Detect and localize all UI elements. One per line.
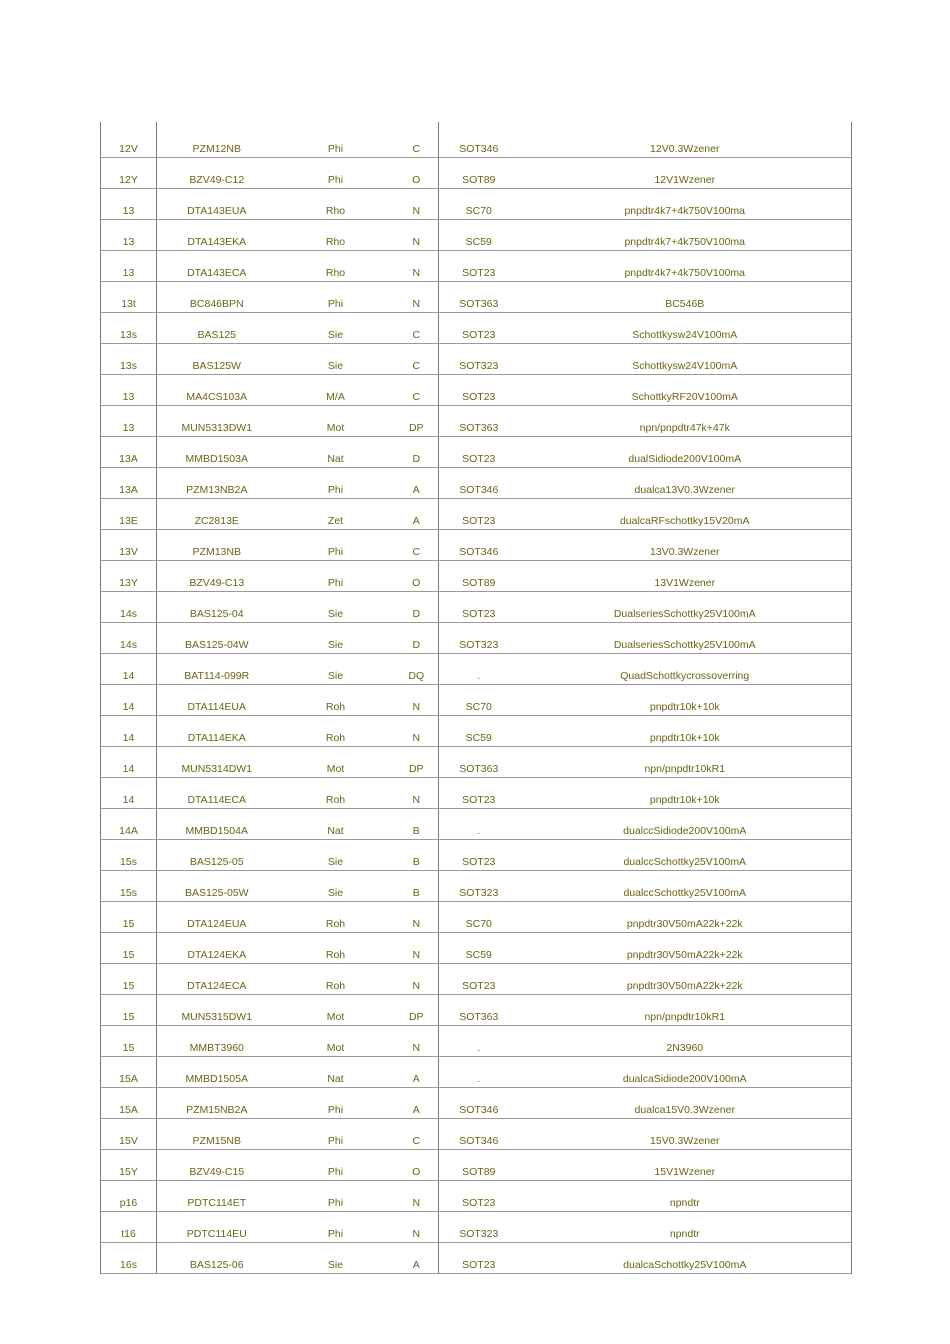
manufacturer-cell: Phi bbox=[277, 1181, 395, 1212]
part-number-cell: BAS125-06 bbox=[157, 1243, 277, 1274]
manufacturer-cell: Phi bbox=[277, 1088, 395, 1119]
part-number-cell: MMBD1503A bbox=[157, 437, 277, 468]
manufacturer-cell: Sie bbox=[277, 623, 395, 654]
marking-code-cell: 14 bbox=[101, 778, 157, 809]
table-row bbox=[101, 499, 852, 530]
part-number-cell: MUN5313DW1 bbox=[157, 406, 277, 437]
part-number-cell: PDTC114ET bbox=[157, 1181, 277, 1212]
pinout-cell: O bbox=[395, 158, 439, 189]
manufacturer-cell: Phi bbox=[277, 282, 395, 313]
table-row bbox=[101, 933, 852, 964]
description-cell: pnpdtr4k7+4k750V100ma bbox=[519, 220, 852, 251]
description-cell: 12V0.3Wzener bbox=[519, 122, 852, 158]
part-number-cell: MUN5315DW1 bbox=[157, 995, 277, 1026]
part-number-cell: BAS125 bbox=[157, 313, 277, 344]
pinout-cell: C bbox=[395, 122, 439, 158]
part-number-cell: MMBT3960 bbox=[157, 1026, 277, 1057]
pinout-cell: N bbox=[395, 685, 439, 716]
table-row bbox=[101, 716, 852, 747]
marking-code-cell: 14 bbox=[101, 685, 157, 716]
pinout-cell: A bbox=[395, 1057, 439, 1088]
marking-code-cell: 13Y bbox=[101, 561, 157, 592]
description-cell: dualca15V0.3Wzener bbox=[519, 1088, 852, 1119]
manufacturer-cell: Rho bbox=[277, 220, 395, 251]
description-cell: pnpdtr10k+10k bbox=[519, 716, 852, 747]
table-row bbox=[101, 1057, 852, 1088]
marking-code-cell: 14s bbox=[101, 623, 157, 654]
pinout-cell: C bbox=[395, 1119, 439, 1150]
manufacturer-cell: Zet bbox=[277, 499, 395, 530]
description-cell: DualseriesSchottky25V100mA bbox=[519, 623, 852, 654]
manufacturer-cell: Mot bbox=[277, 995, 395, 1026]
part-number-cell: DTA124EUA bbox=[157, 902, 277, 933]
part-number-cell: BC846BPN bbox=[157, 282, 277, 313]
pinout-cell: A bbox=[395, 468, 439, 499]
package-cell: SOT23 bbox=[439, 1181, 519, 1212]
marking-code-cell: 15s bbox=[101, 871, 157, 902]
table-row bbox=[101, 809, 852, 840]
manufacturer-cell: Mot bbox=[277, 406, 395, 437]
package-cell: SOT323 bbox=[439, 1212, 519, 1243]
marking-code-cell: 13V bbox=[101, 530, 157, 561]
pinout-cell: N bbox=[395, 220, 439, 251]
pinout-cell: O bbox=[395, 1150, 439, 1181]
table-row bbox=[101, 623, 852, 654]
pinout-cell: N bbox=[395, 189, 439, 220]
part-number-cell: DTA143EKA bbox=[157, 220, 277, 251]
description-cell: SchottkyRF20V100mA bbox=[519, 375, 852, 406]
table-row bbox=[101, 654, 852, 685]
manufacturer-cell: Sie bbox=[277, 313, 395, 344]
marking-code-cell: 13A bbox=[101, 468, 157, 499]
table-body bbox=[101, 122, 852, 1274]
table-row bbox=[101, 122, 852, 158]
table-row bbox=[101, 282, 852, 313]
table-row bbox=[101, 1181, 852, 1212]
package-cell: SOT23 bbox=[439, 592, 519, 623]
manufacturer-cell: Rho bbox=[277, 251, 395, 282]
description-cell: npn/pnpdtr10kR1 bbox=[519, 995, 852, 1026]
manufacturer-cell: Sie bbox=[277, 654, 395, 685]
description-cell: QuadSchottkycrossoverring bbox=[519, 654, 852, 685]
manufacturer-cell: Phi bbox=[277, 1150, 395, 1181]
marking-code-cell: 15V bbox=[101, 1119, 157, 1150]
pinout-cell: D bbox=[395, 623, 439, 654]
smd-code-table bbox=[100, 122, 852, 1274]
package-cell: SOT363 bbox=[439, 995, 519, 1026]
pinout-cell: N bbox=[395, 251, 439, 282]
table-row bbox=[101, 592, 852, 623]
package-cell: SOT346 bbox=[439, 530, 519, 561]
description-cell: dualccSchottky25V100mA bbox=[519, 840, 852, 871]
description-cell: pnpdtr10k+10k bbox=[519, 685, 852, 716]
table-row bbox=[101, 189, 852, 220]
description-cell: pnpdtr10k+10k bbox=[519, 778, 852, 809]
part-number-cell: BAS125-04 bbox=[157, 592, 277, 623]
package-cell: SOT23 bbox=[439, 313, 519, 344]
description-cell: npndtr bbox=[519, 1212, 852, 1243]
description-cell: dualccSidiode200V100mA bbox=[519, 809, 852, 840]
pinout-cell: N bbox=[395, 964, 439, 995]
table-row bbox=[101, 375, 852, 406]
description-cell: dualcaSidiode200V100mA bbox=[519, 1057, 852, 1088]
table-row bbox=[101, 1150, 852, 1181]
package-cell: . bbox=[439, 809, 519, 840]
marking-code-cell: 16s bbox=[101, 1243, 157, 1274]
manufacturer-cell: Nat bbox=[277, 809, 395, 840]
manufacturer-cell: Phi bbox=[277, 122, 395, 158]
pinout-cell: B bbox=[395, 809, 439, 840]
table-row bbox=[101, 778, 852, 809]
table-row bbox=[101, 251, 852, 282]
package-cell: SC59 bbox=[439, 716, 519, 747]
package-cell: SC70 bbox=[439, 902, 519, 933]
manufacturer-cell: Sie bbox=[277, 344, 395, 375]
table-row bbox=[101, 158, 852, 189]
description-cell: pnpdtr4k7+4k750V100ma bbox=[519, 251, 852, 282]
pinout-cell: A bbox=[395, 499, 439, 530]
package-cell: SC59 bbox=[439, 933, 519, 964]
manufacturer-cell: Roh bbox=[277, 902, 395, 933]
description-cell: pnpdtr30V50mA22k+22k bbox=[519, 964, 852, 995]
description-cell: npndtr bbox=[519, 1181, 852, 1212]
pinout-cell: N bbox=[395, 1181, 439, 1212]
description-cell: 15V0.3Wzener bbox=[519, 1119, 852, 1150]
pinout-cell: C bbox=[395, 530, 439, 561]
part-number-cell: DTA124ECA bbox=[157, 964, 277, 995]
marking-code-cell: p16 bbox=[101, 1181, 157, 1212]
pinout-cell: C bbox=[395, 344, 439, 375]
manufacturer-cell: Rho bbox=[277, 189, 395, 220]
part-number-cell: PZM12NB bbox=[157, 122, 277, 158]
manufacturer-cell: Roh bbox=[277, 964, 395, 995]
manufacturer-cell: M/A bbox=[277, 375, 395, 406]
marking-code-cell: 13s bbox=[101, 344, 157, 375]
marking-code-cell: 15 bbox=[101, 995, 157, 1026]
marking-code-cell: 12V bbox=[101, 122, 157, 158]
manufacturer-cell: Mot bbox=[277, 1026, 395, 1057]
pinout-cell: B bbox=[395, 840, 439, 871]
description-cell: dualca13V0.3Wzener bbox=[519, 468, 852, 499]
part-number-cell: DTA114EUA bbox=[157, 685, 277, 716]
package-cell: SOT363 bbox=[439, 282, 519, 313]
table-row bbox=[101, 468, 852, 499]
table-row bbox=[101, 220, 852, 251]
part-number-cell: DTA114ECA bbox=[157, 778, 277, 809]
manufacturer-cell: Sie bbox=[277, 840, 395, 871]
marking-code-cell: 13t bbox=[101, 282, 157, 313]
table-row bbox=[101, 1243, 852, 1274]
part-number-cell: MA4CS103A bbox=[157, 375, 277, 406]
pinout-cell: N bbox=[395, 778, 439, 809]
package-cell: SOT363 bbox=[439, 406, 519, 437]
package-cell: SOT346 bbox=[439, 1119, 519, 1150]
marking-code-cell: 15A bbox=[101, 1057, 157, 1088]
part-number-cell: DTA143ECA bbox=[157, 251, 277, 282]
manufacturer-cell: Roh bbox=[277, 685, 395, 716]
package-cell: SOT323 bbox=[439, 344, 519, 375]
part-number-cell: MMBD1504A bbox=[157, 809, 277, 840]
description-cell: 13V1Wzener bbox=[519, 561, 852, 592]
manufacturer-cell: Phi bbox=[277, 561, 395, 592]
package-cell: SOT23 bbox=[439, 964, 519, 995]
table-row bbox=[101, 406, 852, 437]
part-number-cell: PZM13NB bbox=[157, 530, 277, 561]
description-cell: pnpdtr30V50mA22k+22k bbox=[519, 933, 852, 964]
description-cell: npn/pnpdtr10kR1 bbox=[519, 747, 852, 778]
table-row bbox=[101, 561, 852, 592]
description-cell: Schottkysw24V100mA bbox=[519, 344, 852, 375]
manufacturer-cell: Phi bbox=[277, 1119, 395, 1150]
table-row bbox=[101, 313, 852, 344]
description-cell: dualccSchottky25V100mA bbox=[519, 871, 852, 902]
pinout-cell: B bbox=[395, 871, 439, 902]
marking-code-cell: 13s bbox=[101, 313, 157, 344]
pinout-cell: O bbox=[395, 561, 439, 592]
description-cell: dualcaSchottky25V100mA bbox=[519, 1243, 852, 1274]
package-cell: SOT23 bbox=[439, 375, 519, 406]
package-cell: . bbox=[439, 654, 519, 685]
package-cell: SOT89 bbox=[439, 1150, 519, 1181]
package-cell: SOT23 bbox=[439, 437, 519, 468]
table-row bbox=[101, 964, 852, 995]
part-number-cell: MUN5314DW1 bbox=[157, 747, 277, 778]
table-row bbox=[101, 871, 852, 902]
manufacturer-cell: Sie bbox=[277, 592, 395, 623]
package-cell: SOT346 bbox=[439, 1088, 519, 1119]
part-number-cell: DTA143EUA bbox=[157, 189, 277, 220]
pinout-cell: D bbox=[395, 437, 439, 468]
table-row bbox=[101, 995, 852, 1026]
package-cell: SC70 bbox=[439, 685, 519, 716]
description-cell: 15V1Wzener bbox=[519, 1150, 852, 1181]
marking-code-cell: 15A bbox=[101, 1088, 157, 1119]
table-row bbox=[101, 902, 852, 933]
part-number-cell: ZC2813E bbox=[157, 499, 277, 530]
part-number-cell: BZV49-C13 bbox=[157, 561, 277, 592]
table-row bbox=[101, 1119, 852, 1150]
description-cell: BC546B bbox=[519, 282, 852, 313]
part-number-cell: MMBD1505A bbox=[157, 1057, 277, 1088]
description-cell: pnpdtr30V50mA22k+22k bbox=[519, 902, 852, 933]
part-number-cell: PZM15NB2A bbox=[157, 1088, 277, 1119]
part-number-cell: BZV49-C12 bbox=[157, 158, 277, 189]
marking-code-cell: 13 bbox=[101, 375, 157, 406]
marking-code-cell: 15s bbox=[101, 840, 157, 871]
pinout-cell: N bbox=[395, 933, 439, 964]
pinout-cell: A bbox=[395, 1088, 439, 1119]
manufacturer-cell: Roh bbox=[277, 933, 395, 964]
marking-code-cell: 15 bbox=[101, 964, 157, 995]
marking-code-cell: 13 bbox=[101, 406, 157, 437]
part-number-cell: BAT114-099R bbox=[157, 654, 277, 685]
pinout-cell: N bbox=[395, 1026, 439, 1057]
part-number-cell: PZM13NB2A bbox=[157, 468, 277, 499]
part-number-cell: BZV49-C15 bbox=[157, 1150, 277, 1181]
table-row bbox=[101, 530, 852, 561]
table-row bbox=[101, 437, 852, 468]
marking-code-cell: 13 bbox=[101, 220, 157, 251]
table-row bbox=[101, 1026, 852, 1057]
package-cell: SOT363 bbox=[439, 747, 519, 778]
pinout-cell: N bbox=[395, 1212, 439, 1243]
manufacturer-cell: Phi bbox=[277, 1212, 395, 1243]
description-cell: Schottkysw24V100mA bbox=[519, 313, 852, 344]
package-cell: SOT346 bbox=[439, 468, 519, 499]
marking-code-cell: 12Y bbox=[101, 158, 157, 189]
description-cell: 13V0.3Wzener bbox=[519, 530, 852, 561]
manufacturer-cell: Sie bbox=[277, 1243, 395, 1274]
manufacturer-cell: Phi bbox=[277, 158, 395, 189]
description-cell: DualseriesSchottky25V100mA bbox=[519, 592, 852, 623]
package-cell: SC59 bbox=[439, 220, 519, 251]
description-cell: pnpdtr4k7+4k750V100ma bbox=[519, 189, 852, 220]
part-number-cell: DTA124EKA bbox=[157, 933, 277, 964]
pinout-cell: N bbox=[395, 716, 439, 747]
pinout-cell: DP bbox=[395, 747, 439, 778]
package-cell: SOT23 bbox=[439, 251, 519, 282]
package-cell: . bbox=[439, 1026, 519, 1057]
package-cell: SOT23 bbox=[439, 1243, 519, 1274]
table-row bbox=[101, 840, 852, 871]
marking-code-cell: t16 bbox=[101, 1212, 157, 1243]
table-row bbox=[101, 1088, 852, 1119]
table-row bbox=[101, 747, 852, 778]
description-cell: 2N3960 bbox=[519, 1026, 852, 1057]
package-cell: SOT23 bbox=[439, 499, 519, 530]
package-cell: SOT89 bbox=[439, 158, 519, 189]
marking-code-cell: 15 bbox=[101, 902, 157, 933]
part-number-cell: BAS125-05 bbox=[157, 840, 277, 871]
package-cell: SOT23 bbox=[439, 840, 519, 871]
description-cell: dualcaRFschottky15V20mA bbox=[519, 499, 852, 530]
marking-code-cell: 13 bbox=[101, 251, 157, 282]
marking-code-cell: 15 bbox=[101, 1026, 157, 1057]
pinout-cell: D bbox=[395, 592, 439, 623]
pinout-cell: C bbox=[395, 313, 439, 344]
marking-code-cell: 13 bbox=[101, 189, 157, 220]
marking-code-cell: 14 bbox=[101, 747, 157, 778]
pinout-cell: DP bbox=[395, 406, 439, 437]
marking-code-cell: 14 bbox=[101, 654, 157, 685]
manufacturer-cell: Mot bbox=[277, 747, 395, 778]
marking-code-cell: 14 bbox=[101, 716, 157, 747]
marking-code-cell: 15Y bbox=[101, 1150, 157, 1181]
package-cell: SOT346 bbox=[439, 122, 519, 158]
package-cell: SOT323 bbox=[439, 871, 519, 902]
manufacturer-cell: Phi bbox=[277, 468, 395, 499]
marking-code-cell: 14s bbox=[101, 592, 157, 623]
package-cell: SOT23 bbox=[439, 778, 519, 809]
pinout-cell: DQ bbox=[395, 654, 439, 685]
part-number-cell: PZM15NB bbox=[157, 1119, 277, 1150]
package-cell: SOT89 bbox=[439, 561, 519, 592]
marking-code-cell: 14A bbox=[101, 809, 157, 840]
part-number-cell: BAS125-04W bbox=[157, 623, 277, 654]
manufacturer-cell: Sie bbox=[277, 871, 395, 902]
manufacturer-cell: Nat bbox=[277, 1057, 395, 1088]
package-cell: SOT323 bbox=[439, 623, 519, 654]
pinout-cell: DP bbox=[395, 995, 439, 1026]
part-number-cell: PDTC114EU bbox=[157, 1212, 277, 1243]
description-cell: 12V1Wzener bbox=[519, 158, 852, 189]
table-row bbox=[101, 344, 852, 375]
pinout-cell: N bbox=[395, 902, 439, 933]
marking-code-cell: 15 bbox=[101, 933, 157, 964]
table-row bbox=[101, 1212, 852, 1243]
manufacturer-cell: Nat bbox=[277, 437, 395, 468]
description-cell: npn/pnpdtr47k+47k bbox=[519, 406, 852, 437]
marking-code-cell: 13E bbox=[101, 499, 157, 530]
package-cell: SC70 bbox=[439, 189, 519, 220]
pinout-cell: A bbox=[395, 1243, 439, 1274]
pinout-cell: C bbox=[395, 375, 439, 406]
manufacturer-cell: Roh bbox=[277, 716, 395, 747]
description-cell: dualSidiode200V100mA bbox=[519, 437, 852, 468]
marking-code-cell: 13A bbox=[101, 437, 157, 468]
part-number-cell: BAS125-05W bbox=[157, 871, 277, 902]
package-cell: . bbox=[439, 1057, 519, 1088]
part-number-cell: BAS125W bbox=[157, 344, 277, 375]
part-number-cell: DTA114EKA bbox=[157, 716, 277, 747]
table-row bbox=[101, 685, 852, 716]
manufacturer-cell: Roh bbox=[277, 778, 395, 809]
pinout-cell: N bbox=[395, 282, 439, 313]
manufacturer-cell: Phi bbox=[277, 530, 395, 561]
